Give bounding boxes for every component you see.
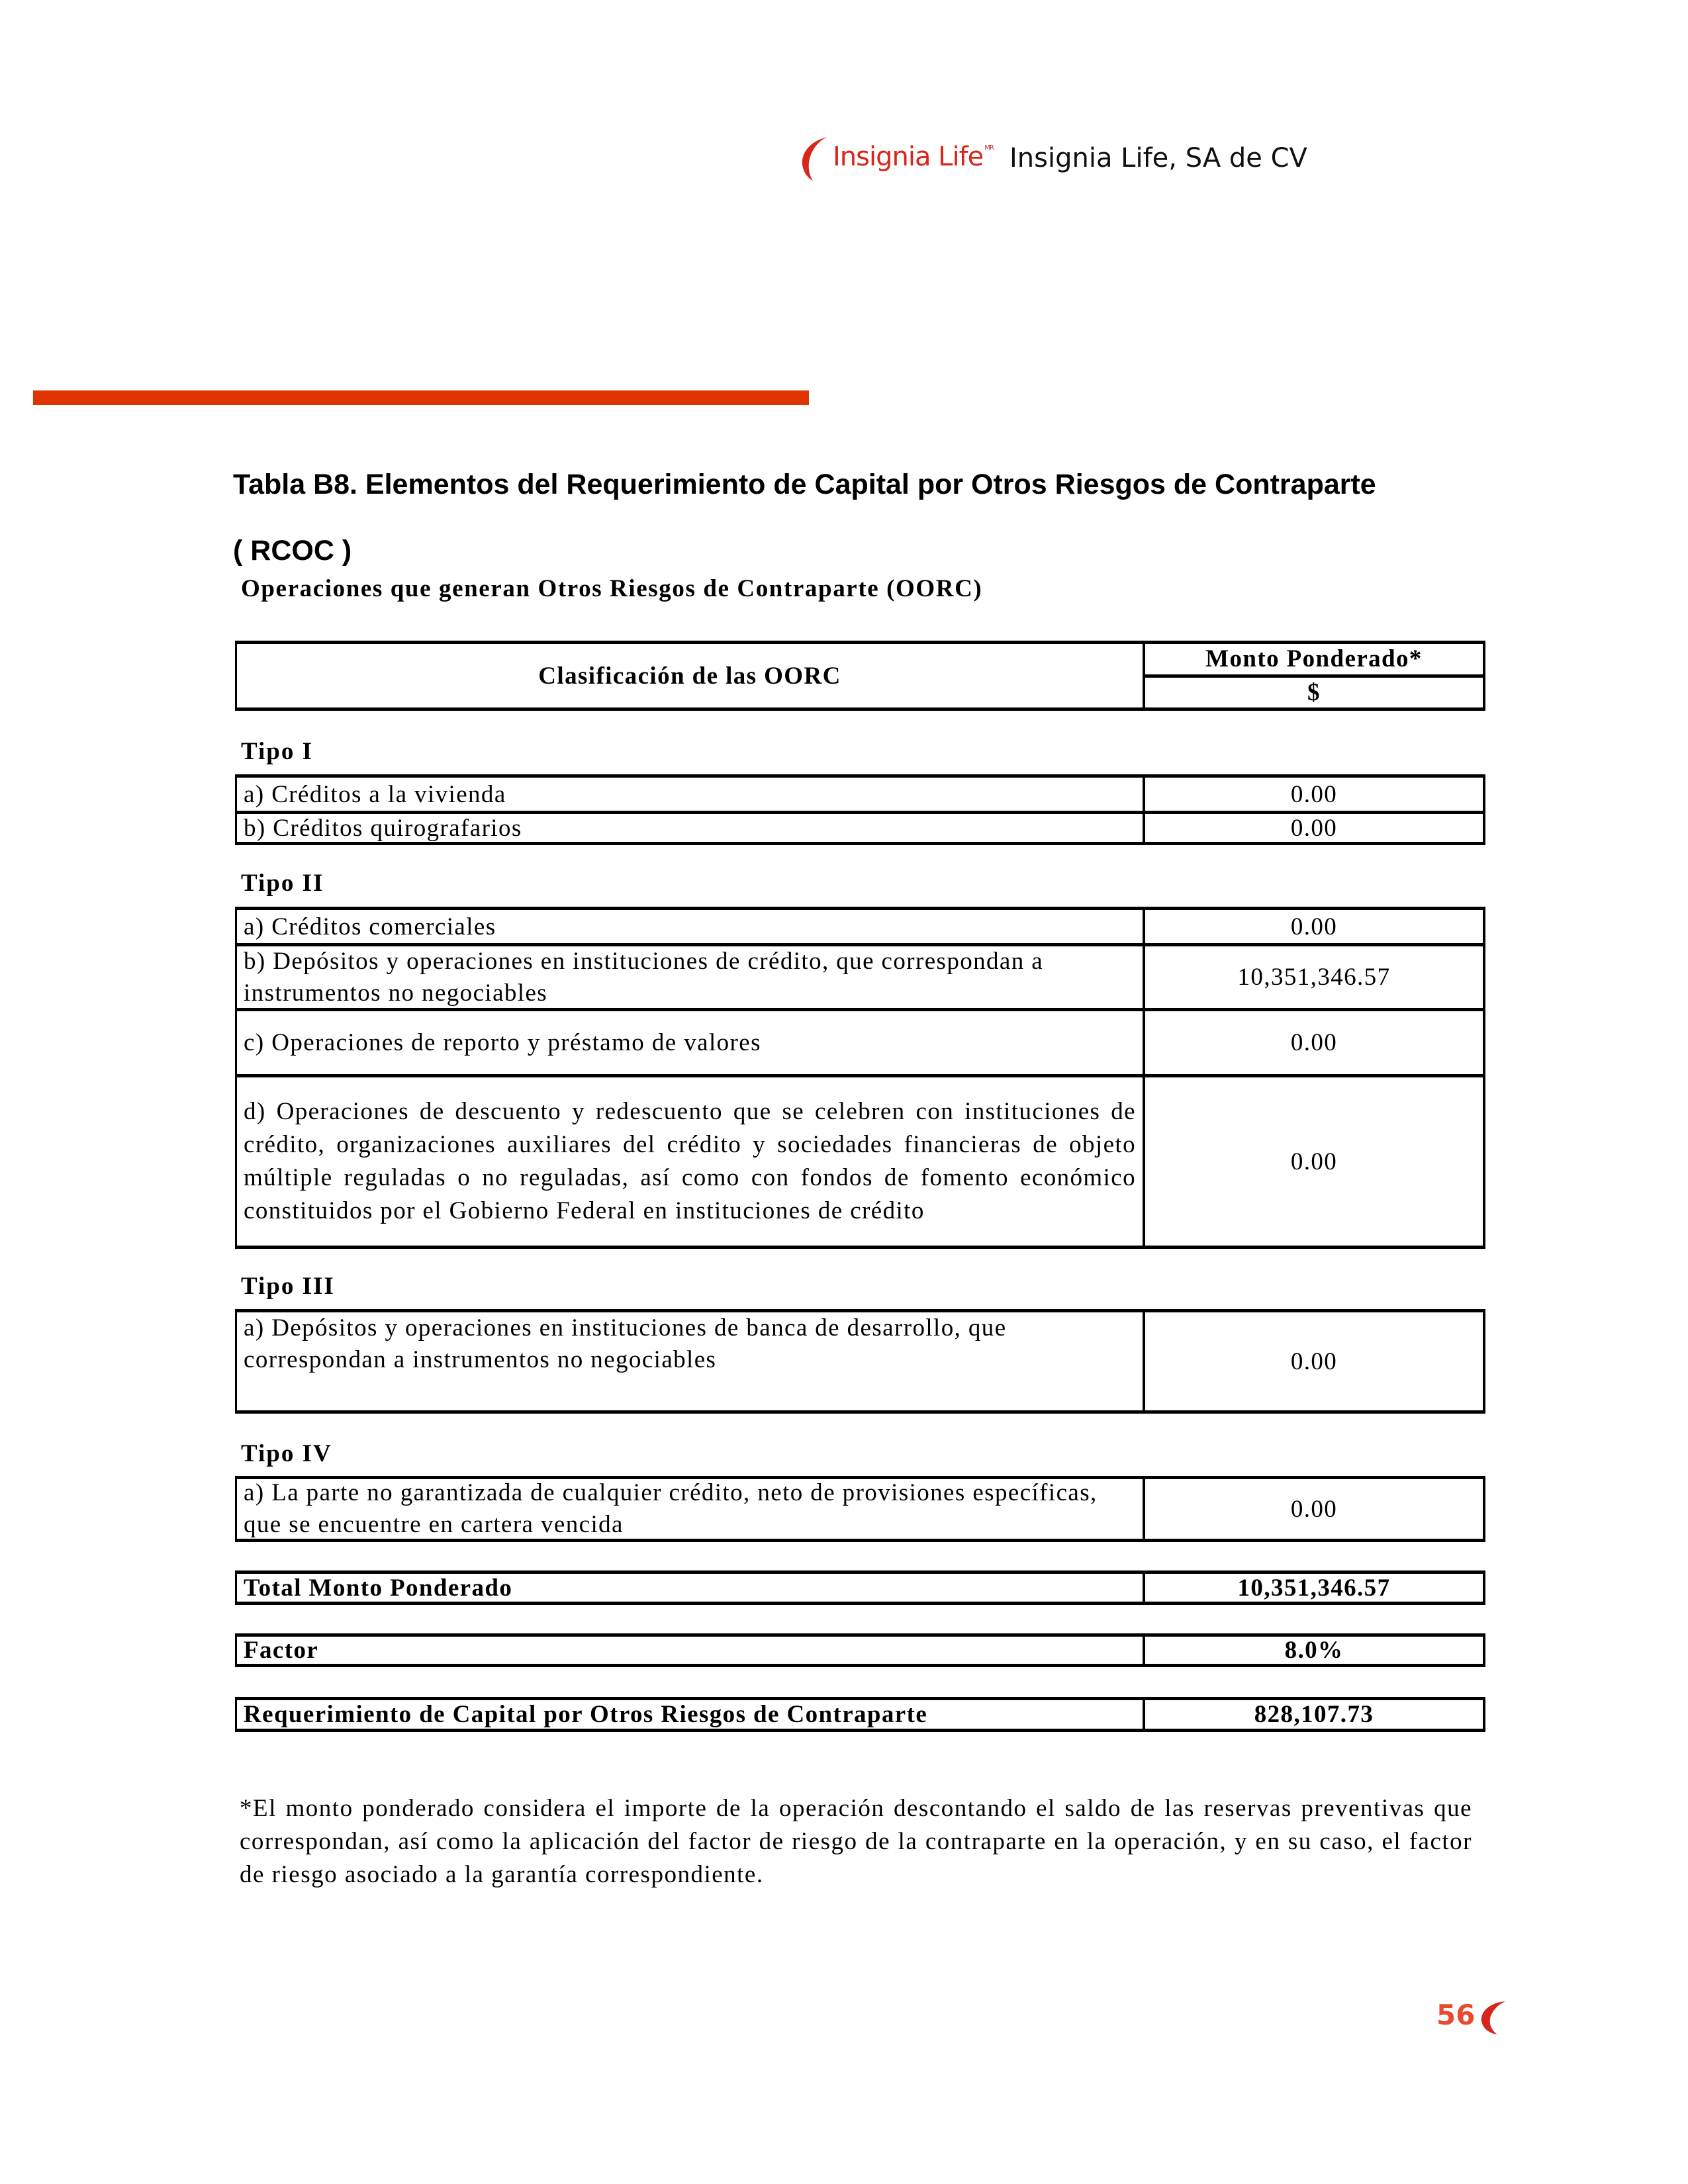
row-description: b) Créditos quirografarios: [237, 814, 1145, 842]
section-label-tipo-iii: Tipo III: [241, 1273, 335, 1300]
factor-row: [235, 1633, 1485, 1667]
section-table-tipo-ii: [235, 907, 1485, 1249]
table-row: [237, 1312, 1483, 1410]
table-row: [237, 811, 1483, 842]
section-table-tipo-iii: [235, 1309, 1485, 1414]
requirement-label: Requerimiento de Capital por Otros Riesgos de Contraparte: [237, 1700, 1145, 1729]
table-row: [237, 910, 1483, 943]
footnote: *El monto ponderado considera el importe de la operación descontando el saldo de las reservas preventivas que correspondan, así como la aplicación del factor de riesgo de la contraparte en la operación, y en su caso, el factor de riesgo asociado a la garantía correspondiente.: [240, 1795, 1472, 1888]
table-title-acronym: ( RCOC ): [233, 535, 352, 567]
table-row: [237, 778, 1483, 811]
requirement-value: 828,107.73: [1254, 1701, 1374, 1728]
section-label-tipo-i: Tipo I: [241, 738, 314, 765]
table-row: [237, 1479, 1483, 1539]
table-row: [237, 943, 1483, 1008]
total-label: Total Monto Ponderado: [237, 1574, 1145, 1602]
row-description: a) Créditos comerciales: [237, 910, 1145, 943]
row-description: a) La parte no garantizada de cualquier crédito, neto de provisiones específicas, que se encuentre en cartera vencida: [237, 1479, 1145, 1539]
row-amount: 0.00: [1290, 913, 1338, 940]
table-header: [235, 641, 1485, 711]
row-amount: 0.00: [1290, 814, 1338, 842]
crescent-logo-icon: [1477, 2000, 1507, 2034]
table-subtitle: Operaciones que generan Otros Riesgos de Contraparte (OORC): [241, 575, 983, 602]
requirement-row: [235, 1697, 1485, 1732]
row-amount: 0.00: [1290, 1347, 1338, 1375]
row-description: c) Operaciones de reporto y préstamo de valores: [237, 1011, 1145, 1074]
accent-bar-divider: [33, 390, 809, 405]
table-row: [237, 1008, 1483, 1074]
company-name: Insignia Life, SA de CV: [1009, 143, 1307, 173]
section-table-tipo-iv: [235, 1476, 1485, 1542]
row-description: b) Depósitos y operaciones en instituciones de crédito, que correspondan a instrumentos no negociables: [237, 946, 1145, 1008]
row-description: d) Operaciones de descuento y redescuento que se celebren con instituciones de crédito, organizaciones auxiliares del crédito y sociedades financieras de objeto múltiple reguladas o no reguladas, así como con fondos de fomento económico constituidos por el Gobierno Federal en instituciones de crédito: [237, 1077, 1145, 1246]
row-amount: 0.00: [1290, 1495, 1338, 1523]
row-description: a) Depósitos y operaciones en instituciones de banca de desarrollo, que correspondan a instrumentos no negociables: [237, 1312, 1145, 1410]
section-label-tipo-ii: Tipo II: [241, 870, 324, 897]
row-amount: 0.00: [1290, 1148, 1338, 1175]
factor-label: Factor: [237, 1637, 1145, 1664]
row-amount: 0.00: [1290, 1029, 1338, 1056]
column-header-classification: Clasificación de las OORC: [237, 644, 1145, 707]
row-amount: 0.00: [1290, 780, 1338, 808]
table-title: Tabla B8. Elementos del Requerimiento de Capital por Otros Riesgos de Contraparte: [233, 469, 1376, 500]
row-amount: 10,351,346.57: [1237, 964, 1391, 991]
column-header-amount: Monto Ponderado*: [1205, 645, 1423, 673]
section-table-tipo-i: [235, 774, 1485, 845]
section-label-tipo-iv: Tipo IV: [241, 1440, 332, 1467]
insignia-crescent-logo-icon: [798, 136, 829, 181]
page-number: 56: [1436, 1999, 1476, 2031]
row-description: a) Créditos a la vivienda: [237, 778, 1145, 811]
column-header-currency: $: [1145, 674, 1483, 708]
trademark-mark: MR: [984, 144, 994, 152]
total-row: [235, 1570, 1485, 1605]
table-row: [237, 1074, 1483, 1246]
total-value: 10,351,346.57: [1237, 1574, 1391, 1602]
factor-value: 8.0%: [1284, 1637, 1344, 1664]
brand-logo-text: Insignia Life $^{MR}$: [833, 142, 994, 172]
